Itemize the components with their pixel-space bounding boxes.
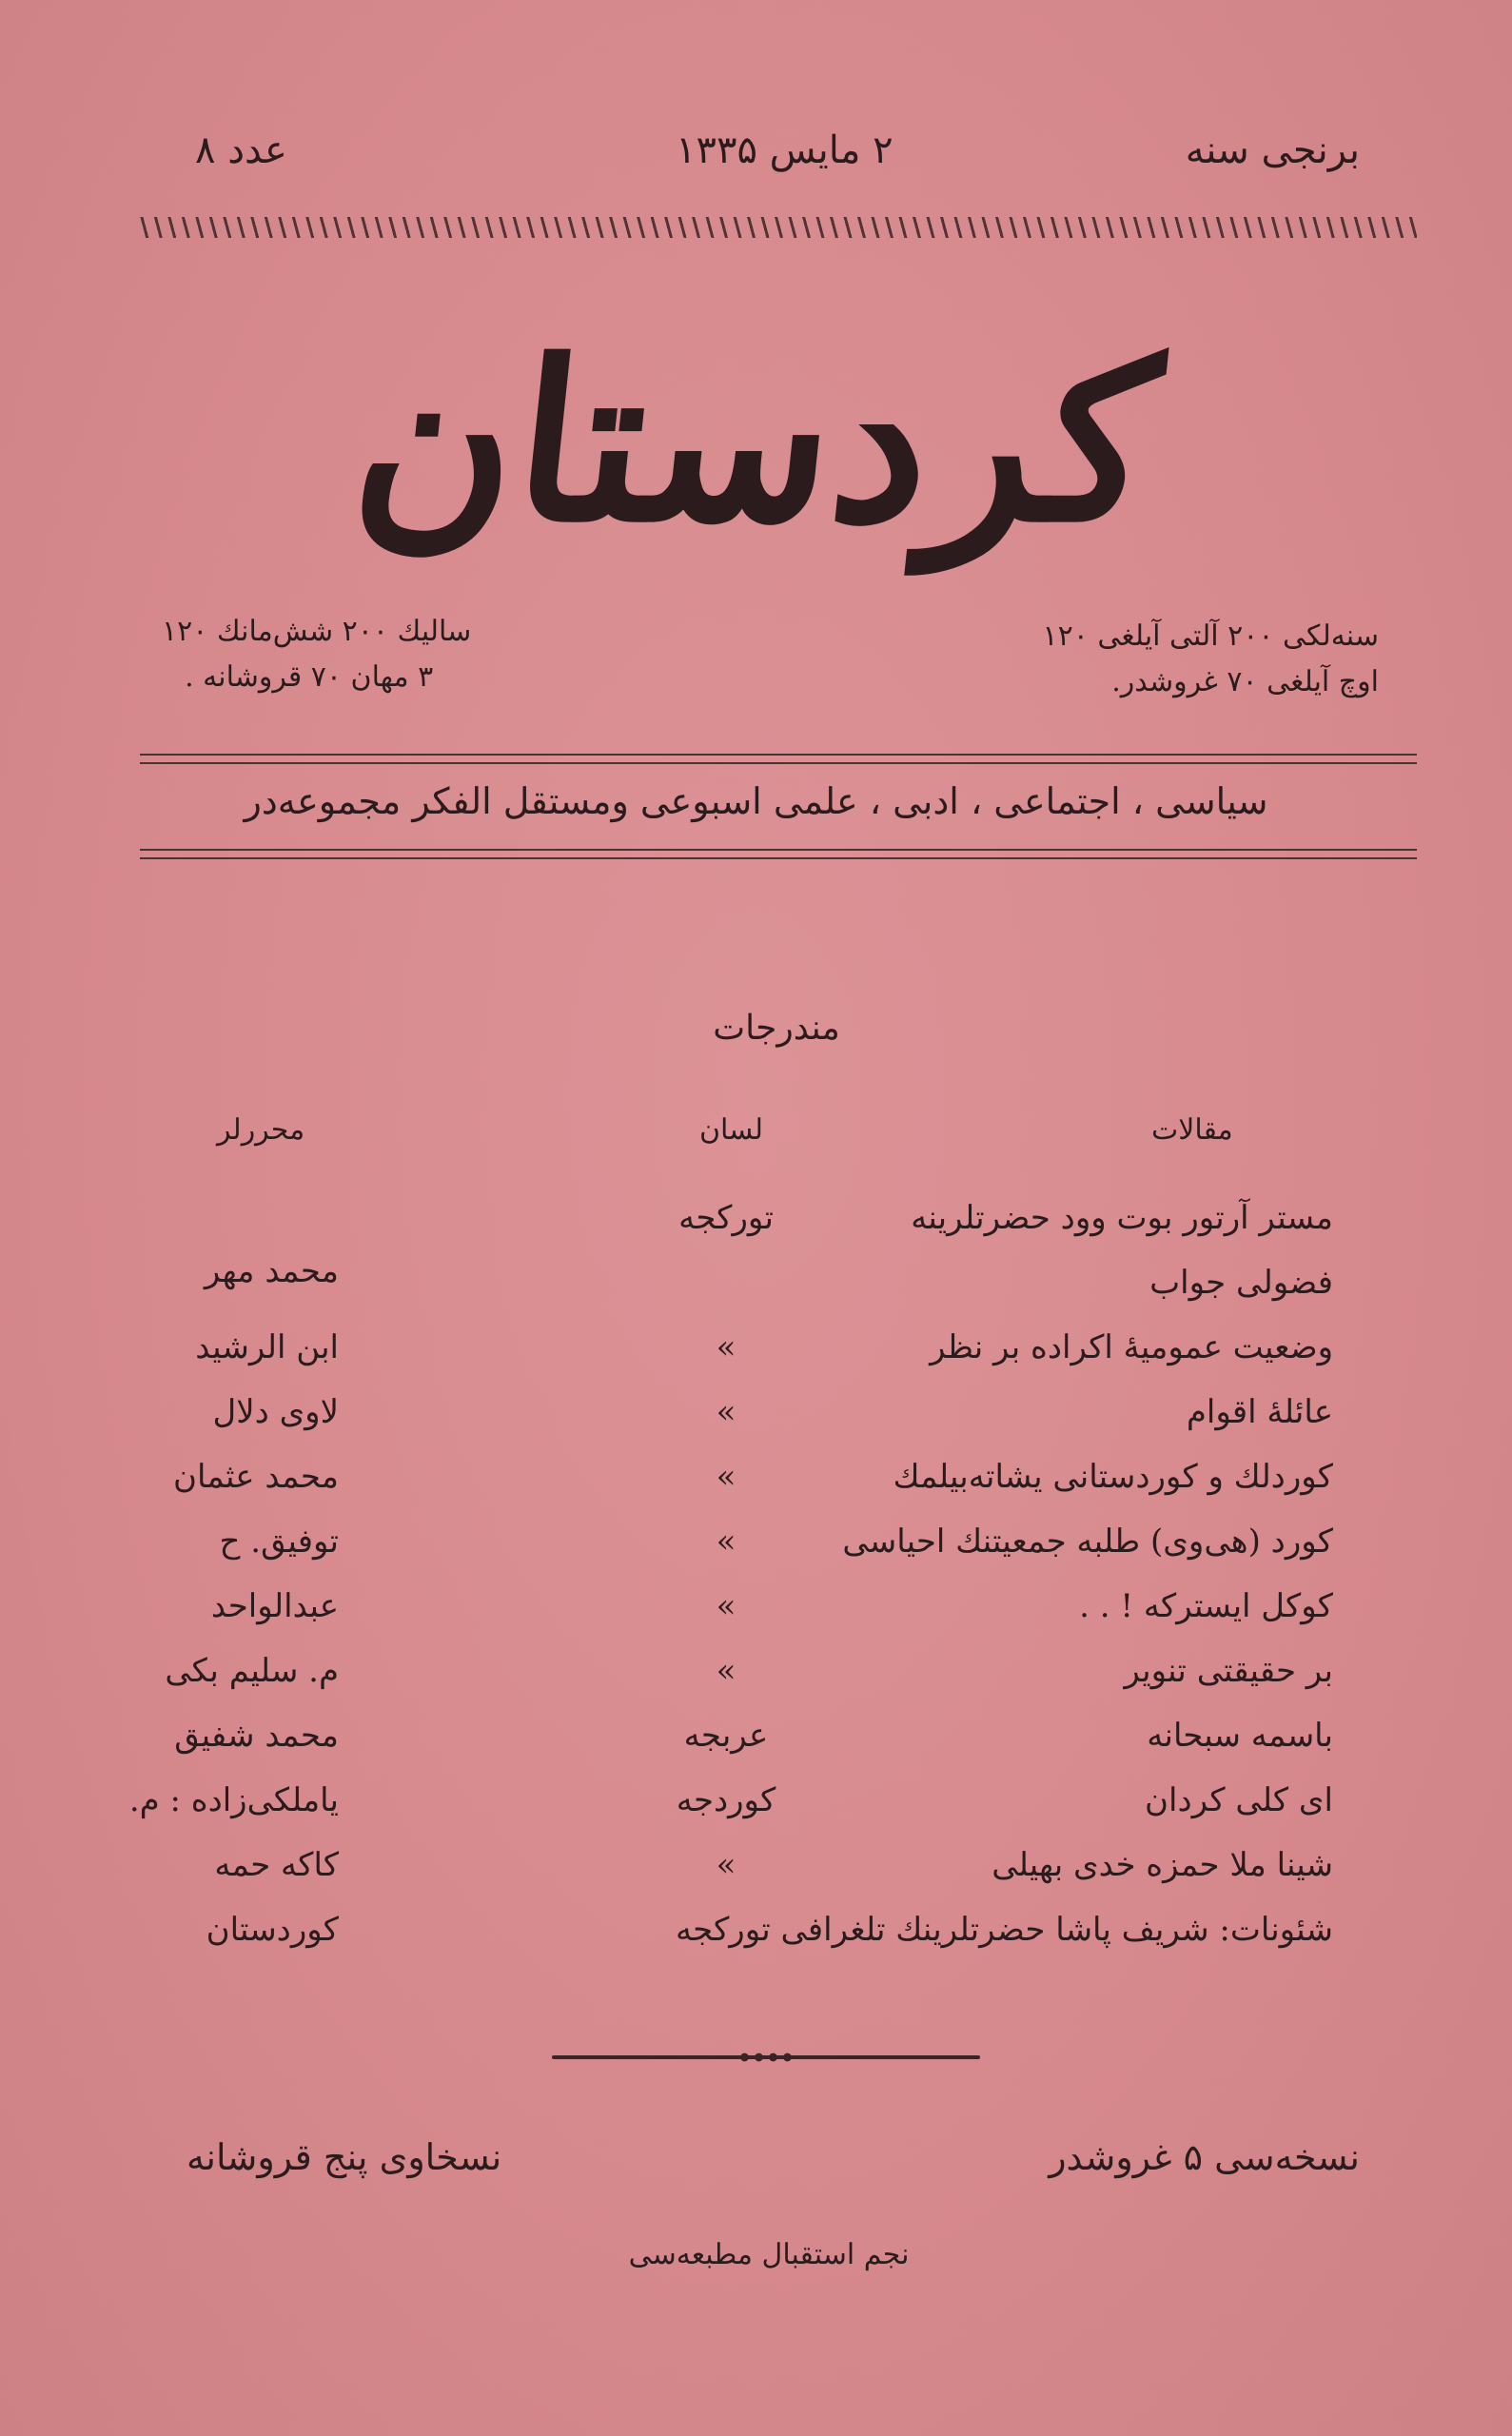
- article-author: ابن الرشید: [195, 1328, 339, 1366]
- article-title: فضولی جواب: [1149, 1264, 1333, 1302]
- article-author: محمد عثمان: [172, 1458, 339, 1496]
- article-author: محمد مهر: [204, 1252, 339, 1290]
- article-author: محمد شفیق: [174, 1717, 339, 1755]
- tagline: سیاسی ، اجتماعی ، ادبی ، علمی اسبوعی ومستقل الفکر مجموعه‌در: [244, 780, 1268, 822]
- article-language: عربجه: [683, 1717, 769, 1755]
- price-block-turkish: [1043, 614, 1379, 705]
- price-line: سالیك ۲۰۰ شش‌مانك ۱۲۰: [162, 615, 472, 648]
- article-title: باسمه سبحانه: [1147, 1717, 1333, 1755]
- article-language: »: [716, 1328, 736, 1366]
- table-row: [0, 1717, 1512, 1774]
- article-author: کوردستان: [206, 1911, 339, 1949]
- column-header-authors: محررلر: [217, 1113, 305, 1147]
- article-author: یاملکی‌زاده : م.: [128, 1781, 339, 1819]
- article-title: وضعیت عمومیهٔ اکراده بر نظر: [930, 1328, 1333, 1366]
- price-block-kurdish: [162, 609, 471, 700]
- table-row: [0, 1252, 1512, 1321]
- column-header-language: لسان: [699, 1113, 764, 1147]
- article-language: »: [716, 1522, 736, 1561]
- article-language: »: [716, 1587, 736, 1625]
- double-rule-bottom: [140, 849, 1417, 859]
- double-rule-top: [140, 754, 1417, 764]
- table-row: [0, 1522, 1512, 1580]
- table-row: [0, 1393, 1512, 1450]
- column-header-articles: مقالات: [1151, 1113, 1233, 1147]
- article-author: م. سلیم بکی: [165, 1652, 339, 1690]
- price-line: ۳ مهان ۷۰ قروشانه .: [185, 660, 434, 694]
- article-language: »: [716, 1652, 736, 1690]
- copy-price-turkish: نسخه‌سی ۵ غروشدر: [1049, 2136, 1360, 2178]
- article-language: کوردجه: [676, 1781, 776, 1819]
- article-author: توفیق. ح: [219, 1522, 339, 1561]
- issue-number: عدد ۸: [195, 128, 287, 172]
- printer-name: نجم استقبال مطبعه‌سی: [628, 2238, 910, 2271]
- table-row: [0, 1328, 1512, 1385]
- article-title: کوکل ایسترکه ! . .: [1079, 1587, 1333, 1625]
- article-author: لاوی دلال: [212, 1393, 339, 1431]
- article-title: عائلهٔ اقوام: [1186, 1393, 1333, 1431]
- article-title: مستر آرتور بوت وود حضرتلرینه: [911, 1199, 1333, 1237]
- masthead-title: کردستان: [343, 314, 1169, 571]
- article-title: کوردلك و کوردستانی یشاته‌بیلمك: [893, 1458, 1333, 1496]
- table-row: [0, 1587, 1512, 1644]
- article-language: »: [716, 1458, 736, 1496]
- article-title: کورد (هی‌وی) طلبه جمعیتنك احیاسی: [842, 1522, 1333, 1561]
- article-title: شئونات: شریف پاشا حضرتلرینك تلغرافی تورکجه: [675, 1911, 1333, 1949]
- article-author: عبدالواحد: [210, 1587, 339, 1625]
- article-title: شینا ملا حمزه خدی بهیلی: [992, 1846, 1333, 1884]
- contents-heading: مندرجات: [713, 1009, 840, 1048]
- price-line: اوچ آیلغی ۷۰ غروشدر.: [1111, 665, 1379, 698]
- article-author: کاکه حمه: [214, 1846, 339, 1884]
- article-title: بر حقیقتی تنویر: [1124, 1652, 1333, 1690]
- article-language: »: [716, 1393, 736, 1431]
- price-line: سنه‌لکی ۲۰۰ آلتی آیلغی ۱۲۰: [1042, 619, 1379, 653]
- table-row: [0, 1781, 1512, 1838]
- zigzag-divider: [140, 217, 1417, 238]
- ornamental-divider: [552, 2055, 980, 2059]
- table-row: [0, 1199, 1512, 1256]
- article-language: تورکجه: [678, 1199, 774, 1237]
- article-language: »: [716, 1846, 736, 1884]
- article-title: ای کلی کردان: [1145, 1781, 1333, 1819]
- table-row: [0, 1911, 1512, 1968]
- table-row: [0, 1652, 1512, 1709]
- issue-date: ۲ مايس ۱۳۳۵: [676, 128, 893, 172]
- table-row: [0, 1846, 1512, 1903]
- table-row: [0, 1458, 1512, 1515]
- copy-price-kurdish: نسخاوی پنج قروشانه: [187, 2136, 502, 2178]
- volume-label: برنجی سنه: [1185, 128, 1360, 172]
